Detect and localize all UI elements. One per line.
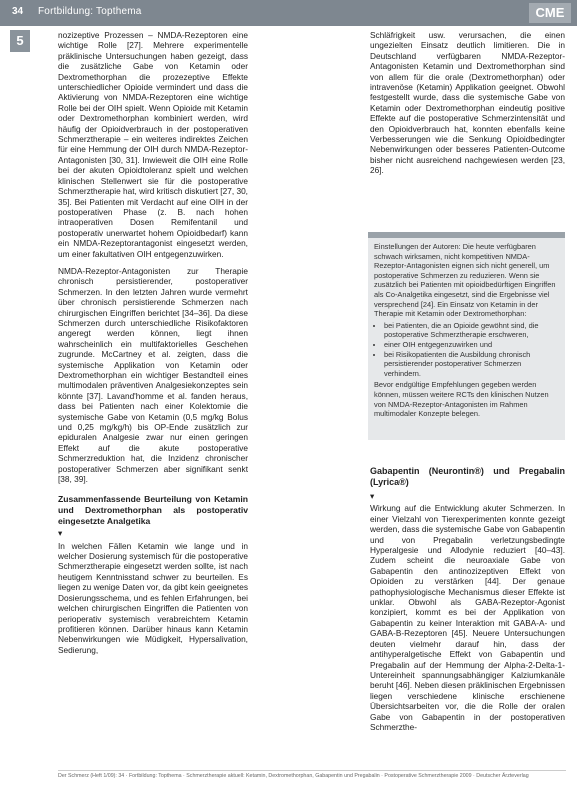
cme-badge: CME: [529, 3, 571, 23]
column-left: [58, 30, 248, 662]
side-badge: 5: [10, 30, 30, 52]
column-right-upper: [370, 30, 565, 176]
info-box-outro: Bevor endgültige Empfehlungen gegeben werden können, müssen weitere RCTs den klinischen Nutzen von NMDA-Rezeptor-Antagonisten im Rahmen multimodaler Konzepte belegen.: [374, 380, 549, 419]
info-box-intro: Einstellungen der Autoren: Die heute verfügbaren schwach wirksamen, nicht kompetitiven NMDA-Rezeptor-Antagonisten eignen sich nicht generell, um postoperative Schmerzen zu reduzieren. Wenn sie zusätzlich bei Patienten mit opioidbedürftigen Eingriffen als Co-Analgetika eingesetzt, sind die Ergebnisse viel versprechend [24]. Ein Einsatz von Ketamin in der Therapie mit Ketamin oder Dextromethorphan:: [374, 242, 556, 319]
page-header-bar: [0, 0, 577, 26]
body-paragraph: nozizeptive Prozessen – NMDA-Rezeptoren eine wichtige Rolle [27]. Mehrere experimentelle präklinische Untersuchungen haben gezeigt, dass die zusätzliche Gabe von Ketamin oder Dextromethorphan die prozezeptive Effekte unterschiedlicher Opioide vermindert und dass die Aktivierung von NMDA-Rezeptoren eine wichtige Rolle bei der OIH spielt. Wenn Opioide mit Ketamin oder Dextromethorphan kombiniert werden, wird häufig der Opioidverbrauch in der postoperativen Schmerztherapie – ein weiteres indirektes Zeichen für eine Hemmung der OIH durch NMDA-Rezeptor-Antagonisten [30, 31]. Inwieweit die OIH eine Rolle bei der akuten Opioidtoleranz spielt und welchen klinischen Stellenwert sie für die postoperative Schmerztherapie hat, wird kritisch diskutiert [27, 30, 35]. Bei Patienten mit Verdacht auf eine OIH in der postoperativen Phase (z. B. nach hohen intraoperativen Dosen Remifentanil und postoperativ unerwartet hohem Opioidbedarf) kann ein NMDA-Rezeptorantagonist eingesetzt werden, um einer fakultativen OIH entgegenzuwirken.: [58, 30, 248, 259]
body-paragraph: Schläfrigkeit usw. verursachen, die einen ungezielten Einsatz deutlich limitieren. Die in Deutschland verfügbaren NMDA-Rezeptor-Antagonisten Ketamin und Dextromethorphan sind von allem für die orale (Dextromethorphan) oder intravenöse (Ketamin) Applikation geeignet. Obwohl festgestellt wurde, dass die systemische Gabe von Ketamin oder Dextromethorphan eindeutig positive Effekte auf die postoperative Schmerzintensität und den Opioidverbrauch hat, konnten ebenfalls keine Verbesserungen wie die Senkung Opioidbedingter Nebenwirkungen oder besseres Patienten-Outcome bisher nicht ausreichend nachgewiesen werden [23, 26].: [370, 30, 565, 176]
section-heading: Zusammenfassende Beurteilung von Ketamin und Dextromethorphan als postoperativ eingesetzte Analgetika: [58, 494, 248, 526]
heading-marker: ▾: [370, 491, 375, 501]
heading-marker: ▾: [58, 528, 63, 539]
list-item: • bei Risikopatienten die Ausbildung chronisch persistierender postoperativer Schmerzen verhindern.: [384, 350, 559, 379]
page-footer: Der Schmerz (Heft 1/09): 34 · Fortbildung: Topthema · Schmerztherapie aktuell: Ketamin, Dextromethorphan, Gabapentin und Pregabalin · Postoperative Schmerztherapie 2009 · Deutscher Ärzteverlag: [58, 770, 566, 779]
info-box: [368, 232, 565, 440]
page-number: 34: [12, 6, 24, 17]
section-heading: Gabapentin (Neurontin®) und Pregabalin (Lyrica®): [370, 466, 565, 487]
list-item: • bei Patienten, die an Opioide gewöhnt sind, die postoperative Schmerztherapie erschweren,: [384, 321, 559, 340]
section-title: Fortbildung: Topthema: [38, 6, 142, 17]
body-paragraph: NMDA-Rezeptor-Antagonisten zur Therapie chronisch persistierender, postoperativer Schmerzen. In den letzten Jahren wurde vermehrt über chronisch persistierende Schmerzen nach chirurgischen Eingriffen berichtet [34–36]. Da diese Schmerzen durch unterschiedliche Risikofaktoren angeregt werden können, liegt ihnen wahrscheinlich ein multifaktorielles Geschehen zugrunde. McCartney et al. zeigten, dass die systemische Applikation von Ketamin oder Dextromethorphan ein wichtiger Bestandteil eines multimodalen präventiven Analgesiekonzeptes sein könnte [37]. Lavand'homme et al. fanden heraus, dass bei Patienten nach einer Kolektomie die systemische Gabe von Ketamin (0,5 mg/kg Bolus und 0,25 mg/kg/h) bis OP-Ende zusätzlich zur epiduralen Analgesie zwar nur einen geringen Effekt auf die akute postoperative Schmerzreduktion hat, die Inzidenz chronischer postoperativer Schmerzen aber signifikant senkt [38, 39].: [58, 265, 248, 485]
body-paragraph: Wirkung auf die Entwicklung akuter Schmerzen. In einer Vielzahl von Tierexperimenten konnte gezeigt werden, dass die systemische Gabe von Gabapentin und von Pregabalin verletzungsbedingte Hyperalgesie und Allodynie reduziert [40–43]. Zudem scheint die neuroaxiale Gabe von Gabapentin den antinozizeptiven Effekt von Opioiden zu verstärken [44]. Der genaue pathophysiologische Mechanismus dieser Effekte ist unklar. Obwohl als GABA-Rezeptor-Agonist konzipiert, kommt es bei der Applikation von Gabapentin zu keiner Interaktion mit GABA-A- und GABA-B-Rezeptoren [45]. Neuere Untersuchungen deuten vielmehr darauf hin, dass der antihyperalgetische Effekt von Gabapentin und Pregabalin auf der Hemmung der Alpha-2-Delta-1-Untereinheit spannungsabhängiger Kalziumkanäle beruht [46]. Neben diesen präklinischen Ergebnissen liegen verschiedene klinische erschienene Übersichtsarbeiten vor, die die Rolle der oralen Gabe von Gabapentin in der postoperativen Schmerzthe-: [370, 503, 565, 732]
column-right-lower: [370, 466, 565, 732]
body-paragraph: In welchen Fällen Ketamin wie lange und in welcher Dosierung systemisch für die postoperative Schmerztherapie eingesetzt werden sollte, ist nach heutigem Kenntnisstand schwer zu beurteilen. Es liegen zu wenige Daten vor, da gibt kein geeignetes Dosierungsschema, und es fehlen Erfahrungen, bei welchen chirurgischen Eingriffen die Patienten von perioperativ systemisch verabreichtem Ketamin profitieren können. Darüber hinaus kann Ketamin Nebenwirkungen wie Müdigkeit, Hypersalivation, Sedierung,: [58, 540, 248, 655]
info-box-list: [374, 321, 559, 379]
list-item: • einer OIH entgegenzuwirken und: [384, 340, 559, 350]
